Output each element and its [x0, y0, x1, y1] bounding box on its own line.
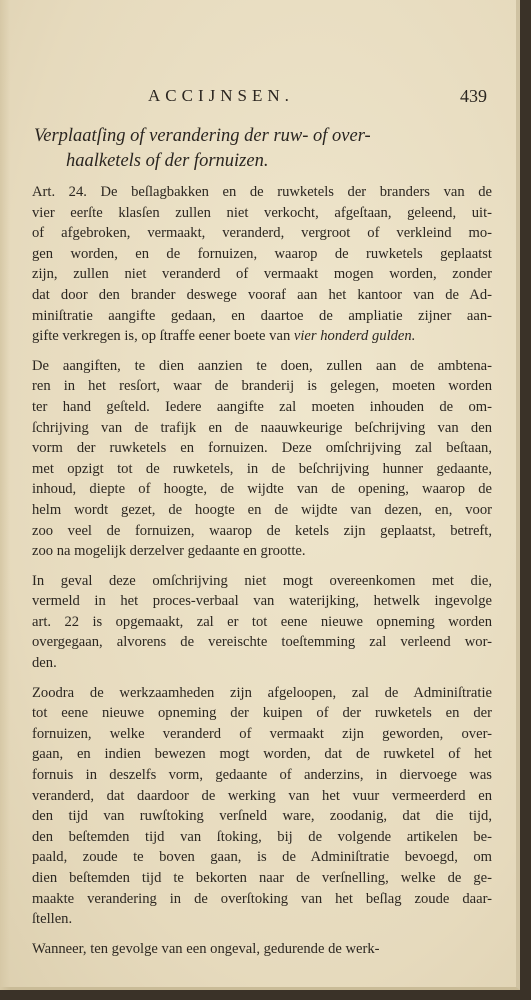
text-line: den beſtemden tijd van ſtoking, bij de volgende artikelen be- — [32, 828, 492, 845]
text-line: gaan, en indien bewezen mogt worden, dat de ruwketel of het — [32, 746, 492, 763]
text-line: fornuis in deszelfs vorm, gedaante of anderzins, in diervoege was — [32, 767, 492, 784]
text-line: fornuizen, welke veranderd of vermaakt zijn geworden, over- — [32, 725, 492, 742]
text-line: ſchrijving van de trafijk en de naauwkeurige beſchrijving van den — [32, 419, 492, 436]
text-line: In geval deze omſchrijving niet mogt overeenkomen met die, — [32, 572, 492, 589]
text-line: vermeld in het proces-verbaal van waterijking, hetwelk ingevolge — [32, 593, 492, 610]
text-line: vier eerſte klasſen zullen niet verkocht, afgeſtaan, geleend, uit- — [32, 204, 492, 221]
text-line: overgegaan, alvorens de vereischte toeſtemming zal verleend wor- — [32, 634, 492, 651]
text-line: met opzigt tot de ruwketels, in de beſchrijving hunner gedaante, — [32, 460, 492, 477]
text-line: tot eene nieuwe opneming der kuipen of der ruwketels en der — [32, 705, 492, 722]
text-line: zoo veel de fornuizen, waarop de ketels zijn geplaatst, betreft, — [32, 522, 492, 539]
text-line: zoo na mogelijk derzelver gedaante en grootte. — [32, 543, 306, 560]
text-line: ſtellen. — [32, 911, 73, 928]
text-line: den. — [32, 655, 57, 672]
body-text — [32, 182, 492, 968]
text-line: Art. 24. De beſlagbakken en de ruwketels der branders van de — [32, 184, 492, 200]
text-line: art. 22 is opgemaakt, zal er tot eene nieuwe opneming worden — [32, 613, 492, 630]
fine-amount: vier honderd gulden. — [293, 328, 416, 345]
text-line: dat door den brander deswege vooraf aan het kantoor van de Ad- — [32, 286, 492, 303]
text-line: den tijd van ruwſtoking verſneld ware, zoodanig, dat die tijd, — [32, 808, 492, 825]
paragraph — [32, 683, 492, 930]
text-line: De aangiften, te dien aanzien te doen, zullen aan de ambtena- — [32, 357, 492, 374]
paragraph — [32, 571, 492, 674]
section-title-line-2: haalketels of der fornuizen. — [66, 151, 269, 171]
section-title-line-1: Verplaatſing of verandering der ruw- of over- — [34, 126, 371, 146]
paragraph — [32, 182, 492, 347]
paragraph — [32, 939, 492, 960]
text-line: dien beſtemden tijd te bekorten naar de verſnelling, welke de ge- — [32, 870, 492, 886]
text-line: inhoud, diepte of hoogte, de wijdte van de opening, waarop de — [32, 481, 492, 498]
text-line: maakte verandering in de overſtoking van het beſlag zoude daar- — [32, 890, 492, 907]
running-title: ACCIJNSEN. — [148, 86, 294, 105]
text-line: helm wordt gezet, de hoogte en de wijdte van dezen, en, voor — [32, 501, 492, 518]
text-line: veranderd, dat daardoor de werking van het vuur vermeerderd en — [32, 787, 492, 804]
text-line: Zoodra de werkzaamheden zijn afgeloopen, zal de Adminiſtratie — [32, 684, 492, 701]
text-line: gen worden, en de fornuizen, waarop de ruwketels geplaatst — [32, 245, 492, 262]
page-gutter — [0, 0, 10, 990]
text-line: of afgebroken, vermaakt, veranderd, vergroot of verkleind mo- — [32, 225, 492, 242]
page-header — [0, 86, 516, 110]
text-line: gifte verkregen is, op ſtraffe eener boete van vier honderd gulden. — [32, 328, 416, 345]
text-line: miniſtratie aangifte gedaan, en daartoe de ampliatie zijner aan- — [32, 307, 492, 324]
text-line: vorm der ruwketels en fornuizen. Deze omſchrijving zal beſtaan, — [32, 440, 492, 457]
text-line: paald, zoude te boven gaan, is de Adminiſtratie bevoegd, om — [32, 849, 492, 866]
page-number: 439 — [460, 86, 487, 106]
text-line: Wanneer, ten gevolge van een ongeval, gedurende de werk- — [32, 940, 380, 957]
text-line: ter hand geſteld. Iedere aangifte zal moeten inhouden de om- — [32, 398, 492, 415]
text-line: ren in het resſort, waar de branderij is gelegen, moeten worden — [32, 378, 492, 395]
paragraph — [32, 356, 492, 562]
section-title — [34, 124, 494, 174]
text-line: zijn, zullen niet veranderd of vermaakt mogen worden, zonder — [32, 266, 492, 283]
